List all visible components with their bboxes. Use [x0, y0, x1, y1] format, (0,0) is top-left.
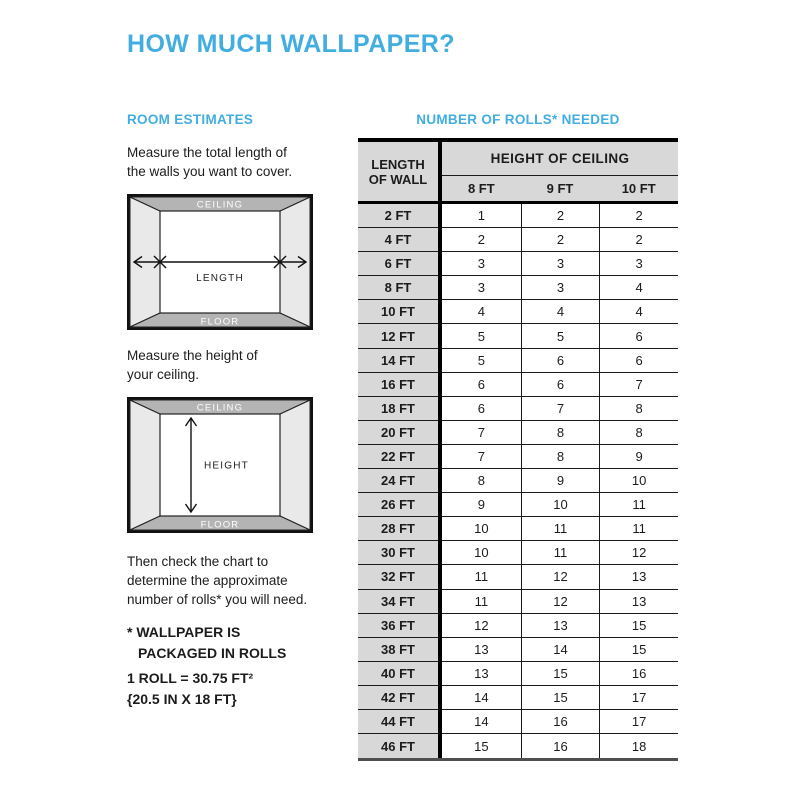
ceiling-header-group [442, 142, 678, 201]
rolls-value-cell: 16 [521, 734, 600, 758]
height-of-ceiling-header: HEIGHT OF CEILING [442, 142, 678, 176]
rolls-value-cell: 15 [474, 738, 489, 754]
table-row [358, 397, 678, 421]
wall-length-cell: 18 FT [358, 397, 438, 421]
rolls-value-cell: 14 [442, 686, 521, 710]
rolls-value-cell: 8 [599, 421, 678, 445]
rolls-value-cell: 9 [521, 469, 600, 493]
floor-label: FLOOR [200, 519, 240, 531]
rolls-value-cell: 8 [442, 469, 521, 493]
wall-length-cell: 22 FT [358, 445, 438, 469]
rolls-value-cell: 10 [442, 517, 521, 541]
ceiling-height-subheaders [442, 176, 678, 201]
roll-size-formula [127, 668, 253, 710]
table-body [358, 204, 678, 758]
wall-length-cell: 30 FT [358, 541, 438, 565]
text-line: Measure the total length of [127, 145, 287, 160]
rolls-value-cell: 3 [521, 276, 600, 300]
rolls-value-cell: 16 [599, 662, 678, 686]
wall-length-cell: 38 FT [358, 638, 438, 662]
rolls-value-cell: 4 [442, 300, 521, 324]
table-row [358, 300, 678, 324]
room-height-diagram [127, 397, 313, 533]
text-line: number of rolls* you will need. [127, 592, 308, 607]
rolls-value-cell: 4 [599, 300, 678, 324]
rolls-value-cell: 1 [442, 204, 521, 228]
rolls-value-cell: 15 [599, 614, 678, 638]
ceiling-label: CEILING [196, 199, 244, 211]
rolls-value-cell: 17 [599, 686, 678, 710]
table-row [358, 638, 678, 662]
length-label: LENGTH [196, 273, 244, 284]
rolls-value-cell: 12 [599, 541, 678, 565]
rolls-value-cell: 5 [442, 324, 521, 348]
wall-length-cell: 12 FT [358, 324, 438, 348]
rolls-value-cell: 5 [442, 349, 521, 373]
table-row [358, 541, 678, 565]
room-estimates-section [127, 0, 357, 800]
room-left-wall [130, 400, 160, 530]
rolls-value-cell: 7 [599, 373, 678, 397]
wall-length-cell: 6 FT [358, 252, 438, 276]
rolls-value-cell: 11 [521, 541, 600, 565]
rolls-value-cell: 7 [442, 445, 521, 469]
rolls-value-cell: 15 [599, 638, 678, 662]
rolls-value-cell: 8 [521, 421, 600, 445]
text-line: PACKAGED IN ROLLS [138, 645, 287, 661]
rolls-value-cell: 13 [599, 590, 678, 614]
room-right-wall [280, 400, 310, 530]
rolls-value-cell: 4 [599, 276, 678, 300]
wall-length-cell: 4 FT [358, 228, 438, 252]
text-line: your ceiling. [127, 367, 200, 382]
wall-length-cell: 10 FT [358, 300, 438, 324]
table-row [358, 565, 678, 589]
table-row [358, 734, 678, 758]
rolls-value-cell: 7 [521, 397, 600, 421]
rolls-value-cell: 2 [521, 204, 600, 228]
table-row [358, 662, 678, 686]
rolls-value-cell: 4 [521, 300, 600, 324]
rolls-value-cell: 13 [442, 638, 521, 662]
rolls-value-cell: 9 [599, 445, 678, 469]
rolls-value-cell: 11 [599, 517, 678, 541]
rolls-value-cell: 6 [521, 373, 600, 397]
text-line: the walls you want to cover. [127, 164, 293, 179]
rolls-value-cell: 2 [442, 228, 521, 252]
wall-length-cell: 34 FT [358, 590, 438, 614]
rolls-value-cell: 11 [442, 565, 521, 589]
text-line: LENGTH [371, 156, 425, 172]
text-line: OF WALL [368, 171, 428, 187]
page-title: HOW MUCH WALLPAPER? [127, 30, 455, 58]
wall-length-cell: 26 FT [358, 493, 438, 517]
rolls-value-cell: 11 [521, 517, 600, 541]
wall-length-cell: 40 FT [358, 662, 438, 686]
text-line: 1 ROLL = 30.75 FT² [127, 670, 254, 686]
rolls-value-cell: 16 [521, 710, 600, 734]
rolls-value-cell: 13 [442, 662, 521, 686]
wall-length-cell: 44 FT [358, 710, 438, 734]
table-row [358, 493, 678, 517]
rolls-value-cell: 13 [599, 565, 678, 589]
table-row [358, 614, 678, 638]
wall-length-cell: 16 FT [358, 373, 438, 397]
rolls-value-cell: 2 [599, 228, 678, 252]
rolls-value-cell: 3 [442, 252, 521, 276]
table-row [358, 517, 678, 541]
rolls-value-cell: 12 [521, 565, 600, 589]
col-header-8ft: 8 FT [442, 176, 521, 201]
rolls-packaging-note [127, 622, 286, 664]
rolls-value-cell: 3 [599, 252, 678, 276]
wall-length-cell: 42 FT [358, 686, 438, 710]
height-label: HEIGHT [204, 460, 249, 472]
text-line: Measure the height of [127, 348, 258, 363]
text-line: determine the approximate [127, 573, 288, 588]
rolls-value-cell: 3 [442, 276, 521, 300]
rolls-value-cell: 6 [521, 349, 600, 373]
wall-length-cell: 28 FT [358, 517, 438, 541]
table-row [358, 469, 678, 493]
rolls-value-cell: 5 [521, 324, 600, 348]
rolls-value-cell: 12 [442, 614, 521, 638]
ceiling-label: CEILING [196, 402, 244, 414]
rolls-value-cell: 7 [442, 421, 521, 445]
table-row [358, 445, 678, 469]
wall-length-cell: 46 FT [358, 734, 438, 758]
table-header [358, 142, 678, 201]
table-row [358, 228, 678, 252]
table-row [358, 349, 678, 373]
wall-length-cell: 8 FT [358, 276, 438, 300]
room-length-diagram [127, 194, 313, 330]
rolls-value-cell: 17 [599, 710, 678, 734]
rolls-value-cell: 15 [521, 662, 600, 686]
rolls-value-cell: 11 [599, 493, 678, 517]
table-row [358, 276, 678, 300]
rolls-value-cell: 13 [521, 614, 600, 638]
table-row [358, 421, 678, 445]
length-of-wall-header [358, 142, 438, 201]
rolls-value-cell: 12 [521, 590, 600, 614]
wall-length-cell: 2 FT [358, 204, 438, 228]
floor-label: FLOOR [200, 316, 240, 328]
rolls-value-cell: 3 [521, 252, 600, 276]
height-instruction-text [127, 346, 258, 384]
rolls-value-cell: 6 [442, 373, 521, 397]
table-row [358, 686, 678, 710]
text-line: {20.5 IN X 18 FT} [127, 691, 237, 707]
table-row [358, 324, 678, 348]
rolls-value-cell: 10 [521, 493, 600, 517]
wall-length-cell: 24 FT [358, 469, 438, 493]
rolls-value-cell: 8 [521, 445, 600, 469]
rolls-value-cell: 2 [521, 228, 600, 252]
table-row [358, 204, 678, 228]
rolls-needed-heading: NUMBER OF ROLLS* NEEDED [416, 112, 620, 127]
rolls-value-cell: 18 [599, 734, 678, 758]
table-row [358, 590, 678, 614]
rolls-value-cell: 6 [599, 349, 678, 373]
rolls-value-cell: 2 [599, 204, 678, 228]
col-header-9ft: 9 FT [521, 176, 600, 201]
table-row [358, 710, 678, 734]
text-line: Then check the chart to [127, 554, 269, 569]
col-header-10ft: 10 FT [599, 176, 678, 201]
wall-length-cell: 36 FT [358, 614, 438, 638]
table-row [358, 373, 678, 397]
rolls-value-cell: 15 [521, 686, 600, 710]
rolls-value-cell: 11 [442, 590, 521, 614]
wall-length-cell: 14 FT [358, 349, 438, 373]
rolls-value-cell: 14 [442, 710, 521, 734]
room-estimates-heading: ROOM ESTIMATES [127, 112, 254, 127]
text-line: * WALLPAPER IS [127, 624, 241, 640]
rolls-value-cell: 10 [442, 541, 521, 565]
rolls-value-cell: 10 [599, 469, 678, 493]
wall-length-cell: 20 FT [358, 421, 438, 445]
chart-instruction-text [127, 552, 307, 609]
table-bottom-border [358, 758, 678, 761]
table-row [358, 252, 678, 276]
rolls-value-cell: 9 [442, 493, 521, 517]
rolls-table [358, 138, 678, 761]
length-instruction-text [127, 143, 292, 181]
rolls-value-cell: 6 [599, 324, 678, 348]
rolls-value-cell: 6 [442, 397, 521, 421]
rolls-value-cell: 8 [599, 397, 678, 421]
rolls-value-cell: 14 [521, 638, 600, 662]
wall-length-cell: 32 FT [358, 565, 438, 589]
